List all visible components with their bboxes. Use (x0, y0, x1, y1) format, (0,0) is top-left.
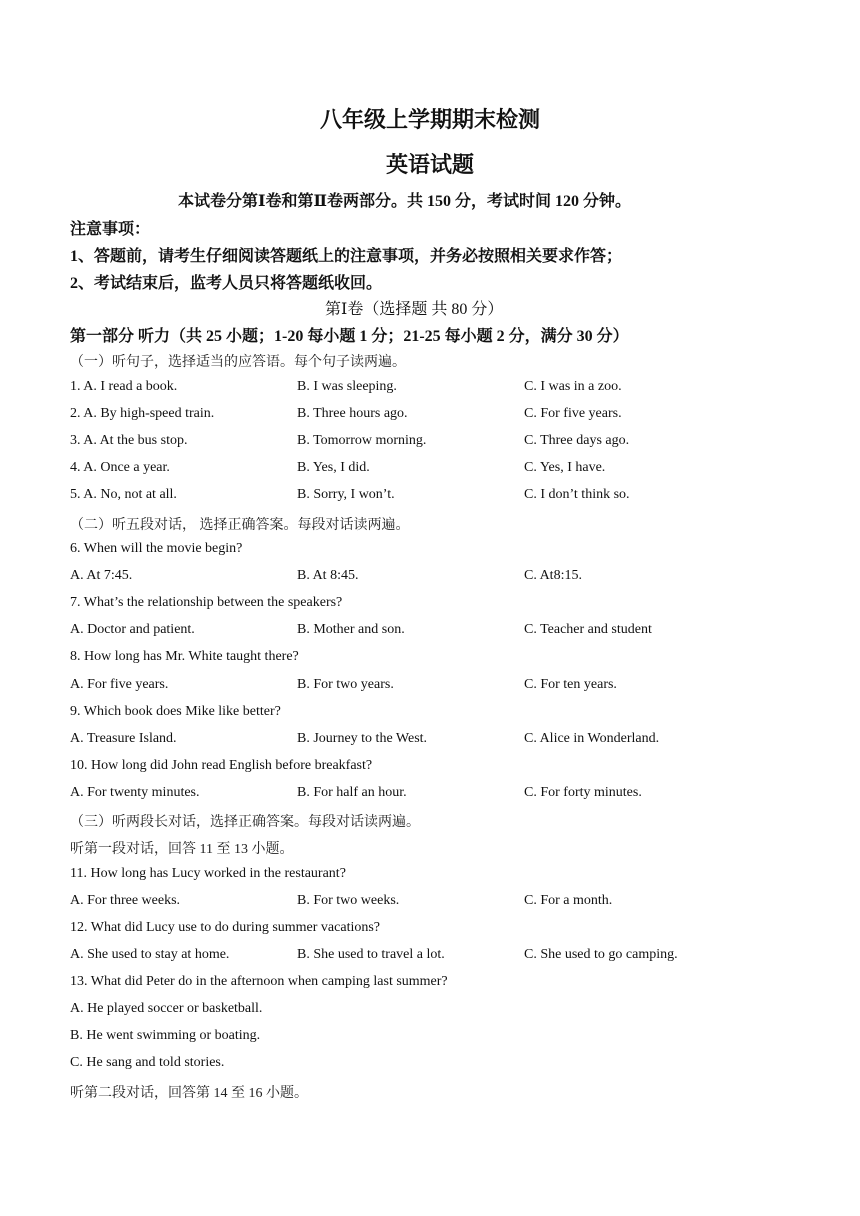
exam-subtitle: 英语试题 (385, 152, 474, 177)
dialogue2-instruction: 听第二段对话，回答第 14 至 16 小题。 (70, 1086, 308, 1101)
option-c: C. Teacher and student (524, 622, 652, 637)
option-a: 2. A. By high-speed train. (70, 406, 215, 421)
section2-instruction: （二）听五段对话， 选择正确答案。每段对话读两遍。 (70, 518, 410, 533)
option-b: B. At 8:45. (297, 568, 359, 583)
option-b: B. Yes, I did. (297, 460, 370, 475)
notice-title: 注意事项： (70, 221, 151, 238)
exam-info: 本试卷分第Ⅰ卷和第Ⅱ卷两部分。共 150 分，考试时间 120 分钟。 (178, 193, 631, 210)
question-text: 12. What did Lucy use to do during summer vacations? (70, 920, 381, 935)
option-b: B. Sorry, I won’t. (297, 487, 395, 502)
option-a: 4. A. Once a year. (70, 460, 170, 475)
option-c: C. At8:15. (524, 568, 582, 583)
question-text: 10. How long did John read English before breakfast? (70, 758, 373, 773)
option-a: A. For five years. (70, 677, 169, 692)
option-a: A. He played soccer or basketball. (70, 1001, 263, 1016)
option-c: C. For five years. (524, 406, 622, 421)
option-c: C. She used to go camping. (524, 947, 678, 962)
option-a: A. Treasure Island. (70, 731, 177, 746)
option-c: C. For forty minutes. (524, 785, 642, 800)
notice-1: 1、答题前，请考生仔细阅读答题纸上的注意事项，并务必按照相关要求作答； (70, 248, 623, 265)
option-c: C. For a month. (524, 893, 613, 908)
option-b: B. For half an hour. (297, 785, 407, 800)
option-c: C. Yes, I have. (524, 460, 606, 475)
option-a: A. At 7:45. (70, 568, 133, 583)
question-text: 9. Which book does Mike like better? (70, 704, 281, 719)
part-title: 第一部分 听力（共 25 小题；1-20 每小题 1 分；21-25 每小题 2 分，满分 30 分） (70, 328, 629, 345)
section1-instruction: （一）听句子，选择适当的应答语。每个句子读两遍。 (70, 355, 406, 370)
notice-2: 2、考试结束后，监考人员只将答题纸收回。 (70, 275, 383, 292)
option-b: B. I was sleeping. (297, 379, 397, 394)
option-b: B. Mother and son. (297, 622, 405, 637)
option-c: C. For ten years. (524, 677, 617, 692)
question-text: 6. When will the movie begin? (70, 541, 243, 556)
option-a: 5. A. No, not at all. (70, 487, 177, 502)
option-b: B. He went swimming or boating. (70, 1028, 261, 1043)
option-b: B. For two years. (297, 677, 394, 692)
dialogue1-instruction: 听第一段对话，回答 11 至 13 小题。 (70, 842, 294, 857)
volume-title: 第Ⅰ卷（选择题 共 80 分） (325, 301, 504, 318)
option-b: B. Three hours ago. (297, 406, 408, 421)
option-b: B. She used to travel a lot. (297, 947, 445, 962)
question-text: 8. How long has Mr. White taught there? (70, 649, 299, 664)
option-c: C. Three days ago. (524, 433, 630, 448)
option-c: C. I don’t think so. (524, 487, 630, 502)
option-c: C. Alice in Wonderland. (524, 731, 660, 746)
option-b: B. Journey to the West. (297, 731, 428, 746)
option-a: 3. A. At the bus stop. (70, 433, 188, 448)
question-text: 13. What did Peter do in the afternoon when camping last summer? (70, 974, 448, 989)
question-text: 7. What’s the relationship between the speakers? (70, 595, 343, 610)
section3-instruction: （三）听两段长对话，选择正确答案。每段对话读两遍。 (70, 815, 420, 830)
exam-title: 八年级上学期期末检测 (319, 107, 540, 132)
option-b: B. Tomorrow morning. (297, 433, 427, 448)
option-c: C. He sang and told stories. (70, 1055, 225, 1070)
option-b: B. For two weeks. (297, 893, 400, 908)
option-a: 1. A. I read a book. (70, 379, 178, 394)
option-a: A. Doctor and patient. (70, 622, 195, 637)
option-a: A. She used to stay at home. (70, 947, 230, 962)
option-a: A. For twenty minutes. (70, 785, 200, 800)
question-text: 11. How long has Lucy worked in the restaurant? (70, 866, 346, 881)
option-c: C. I was in a zoo. (524, 379, 622, 394)
option-a: A. For three weeks. (70, 893, 181, 908)
